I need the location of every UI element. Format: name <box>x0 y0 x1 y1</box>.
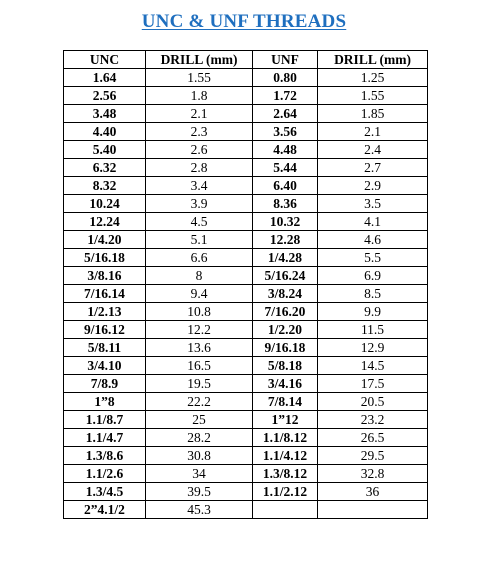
unc-drill-cell: 4.5 <box>146 213 253 231</box>
table-body <box>64 69 428 519</box>
unc-drill-cell: 13.6 <box>146 339 253 357</box>
unc-size-cell: 6.32 <box>64 159 146 177</box>
page-title-text: UNC & UNF THREADS <box>141 11 347 32</box>
unf-drill-cell: 14.5 <box>318 357 428 375</box>
header-unc: UNC <box>64 51 146 69</box>
unc-size-cell: 1.3/4.5 <box>64 483 146 501</box>
unc-size-cell: 3/8.16 <box>64 267 146 285</box>
unc-drill-cell: 1.55 <box>146 69 253 87</box>
unc-size-cell: 1.1/4.7 <box>64 429 146 447</box>
unc-drill-cell: 2.1 <box>146 105 253 123</box>
unf-size-cell: 1.3/8.12 <box>253 465 318 483</box>
unc-size-cell: 12.24 <box>64 213 146 231</box>
unf-drill-cell: 1.55 <box>318 87 428 105</box>
unf-size-cell: 7/8.14 <box>253 393 318 411</box>
unf-drill-cell: 1.85 <box>318 105 428 123</box>
unf-drill-cell <box>318 501 428 519</box>
unf-size-cell: 1/4.28 <box>253 249 318 267</box>
table-row <box>64 411 428 429</box>
unc-size-cell: 7/8.9 <box>64 375 146 393</box>
unf-drill-cell: 3.5 <box>318 195 428 213</box>
unc-drill-cell: 6.6 <box>146 249 253 267</box>
unc-size-cell: 1/4.20 <box>64 231 146 249</box>
unf-drill-cell: 6.9 <box>318 267 428 285</box>
unc-size-cell: 8.32 <box>64 177 146 195</box>
table-row <box>64 483 428 501</box>
unc-drill-cell: 25 <box>146 411 253 429</box>
table-row <box>64 321 428 339</box>
unc-drill-cell: 12.2 <box>146 321 253 339</box>
unf-size-cell: 1”12 <box>253 411 318 429</box>
unf-drill-cell: 36 <box>318 483 428 501</box>
unc-size-cell: 5/16.18 <box>64 249 146 267</box>
unc-size-cell: 1.1/8.7 <box>64 411 146 429</box>
unf-size-cell: 2.64 <box>253 105 318 123</box>
unc-drill-cell: 45.3 <box>146 501 253 519</box>
unc-size-cell: 1”8 <box>64 393 146 411</box>
unf-size-cell: 9/16.18 <box>253 339 318 357</box>
table-row <box>64 105 428 123</box>
table-row <box>64 249 428 267</box>
unf-drill-cell: 1.25 <box>318 69 428 87</box>
unc-size-cell: 10.24 <box>64 195 146 213</box>
unf-drill-cell: 26.5 <box>318 429 428 447</box>
unc-drill-cell: 3.4 <box>146 177 253 195</box>
header-row <box>64 51 428 69</box>
unc-size-cell: 1.64 <box>64 69 146 87</box>
unc-size-cell: 7/16.14 <box>64 285 146 303</box>
unf-size-cell: 0.80 <box>253 69 318 87</box>
table-row <box>64 141 428 159</box>
unf-size-cell: 1.1/8.12 <box>253 429 318 447</box>
unc-size-cell: 1.3/8.6 <box>64 447 146 465</box>
table-row <box>64 375 428 393</box>
unc-size-cell: 1/2.13 <box>64 303 146 321</box>
unf-drill-cell: 8.5 <box>318 285 428 303</box>
table-row <box>64 465 428 483</box>
unf-size-cell: 12.28 <box>253 231 318 249</box>
unf-drill-cell: 4.6 <box>318 231 428 249</box>
unf-drill-cell: 20.5 <box>318 393 428 411</box>
unc-drill-cell: 19.5 <box>146 375 253 393</box>
unf-size-cell: 3.56 <box>253 123 318 141</box>
unc-size-cell: 9/16.12 <box>64 321 146 339</box>
unf-drill-cell: 2.1 <box>318 123 428 141</box>
unf-drill-cell: 32.8 <box>318 465 428 483</box>
unc-drill-cell: 34 <box>146 465 253 483</box>
table-row <box>64 159 428 177</box>
table-row <box>64 285 428 303</box>
unf-size-cell: 1.72 <box>253 87 318 105</box>
unf-size-cell: 1/2.20 <box>253 321 318 339</box>
unf-size-cell <box>253 501 318 519</box>
unc-size-cell: 5.40 <box>64 141 146 159</box>
unf-size-cell: 1.1/4.12 <box>253 447 318 465</box>
unf-drill-cell: 2.9 <box>318 177 428 195</box>
unf-size-cell: 5/16.24 <box>253 267 318 285</box>
header-unc-drill: DRILL (mm) <box>146 51 253 69</box>
page-title <box>0 11 488 33</box>
unf-drill-cell: 11.5 <box>318 321 428 339</box>
unc-drill-cell: 2.8 <box>146 159 253 177</box>
unf-drill-cell: 17.5 <box>318 375 428 393</box>
unc-size-cell: 4.40 <box>64 123 146 141</box>
header-unf-drill: DRILL (mm) <box>318 51 428 69</box>
unc-size-cell: 2.56 <box>64 87 146 105</box>
unc-drill-cell: 39.5 <box>146 483 253 501</box>
unf-size-cell: 8.36 <box>253 195 318 213</box>
unc-drill-cell: 3.9 <box>146 195 253 213</box>
header-unf: UNF <box>253 51 318 69</box>
table-row <box>64 357 428 375</box>
unf-size-cell: 10.32 <box>253 213 318 231</box>
unf-size-cell: 5/8.18 <box>253 357 318 375</box>
unc-size-cell: 1.1/2.6 <box>64 465 146 483</box>
table-row <box>64 501 428 519</box>
unc-size-cell: 2”4.1/2 <box>64 501 146 519</box>
unf-size-cell: 4.48 <box>253 141 318 159</box>
unc-drill-cell: 16.5 <box>146 357 253 375</box>
unf-size-cell: 7/16.20 <box>253 303 318 321</box>
unf-size-cell: 5.44 <box>253 159 318 177</box>
unf-drill-cell: 12.9 <box>318 339 428 357</box>
table-row <box>64 393 428 411</box>
table-row <box>64 267 428 285</box>
unf-drill-cell: 23.2 <box>318 411 428 429</box>
table-row <box>64 87 428 105</box>
unf-size-cell: 1.1/2.12 <box>253 483 318 501</box>
unf-drill-cell: 5.5 <box>318 249 428 267</box>
unc-drill-cell: 28.2 <box>146 429 253 447</box>
unc-size-cell: 3.48 <box>64 105 146 123</box>
unf-size-cell: 3/8.24 <box>253 285 318 303</box>
unc-size-cell: 5/8.11 <box>64 339 146 357</box>
unc-size-cell: 3/4.10 <box>64 357 146 375</box>
unc-drill-cell: 22.2 <box>146 393 253 411</box>
table-row <box>64 231 428 249</box>
table-row <box>64 303 428 321</box>
table-row <box>64 213 428 231</box>
unc-drill-cell: 9.4 <box>146 285 253 303</box>
unf-drill-cell: 2.4 <box>318 141 428 159</box>
unf-drill-cell: 29.5 <box>318 447 428 465</box>
unc-drill-cell: 5.1 <box>146 231 253 249</box>
unc-drill-cell: 10.8 <box>146 303 253 321</box>
unc-drill-cell: 2.6 <box>146 141 253 159</box>
unf-drill-cell: 4.1 <box>318 213 428 231</box>
table-row <box>64 339 428 357</box>
unc-drill-cell: 2.3 <box>146 123 253 141</box>
table-row <box>64 429 428 447</box>
unf-size-cell: 3/4.16 <box>253 375 318 393</box>
table-row <box>64 123 428 141</box>
unc-drill-cell: 1.8 <box>146 87 253 105</box>
unf-drill-cell: 9.9 <box>318 303 428 321</box>
table-row <box>64 69 428 87</box>
unc-drill-cell: 8 <box>146 267 253 285</box>
table-row <box>64 195 428 213</box>
unf-drill-cell: 2.7 <box>318 159 428 177</box>
table-row <box>64 177 428 195</box>
table-row <box>64 447 428 465</box>
unc-drill-cell: 30.8 <box>146 447 253 465</box>
threads-table <box>63 50 428 519</box>
unf-size-cell: 6.40 <box>253 177 318 195</box>
